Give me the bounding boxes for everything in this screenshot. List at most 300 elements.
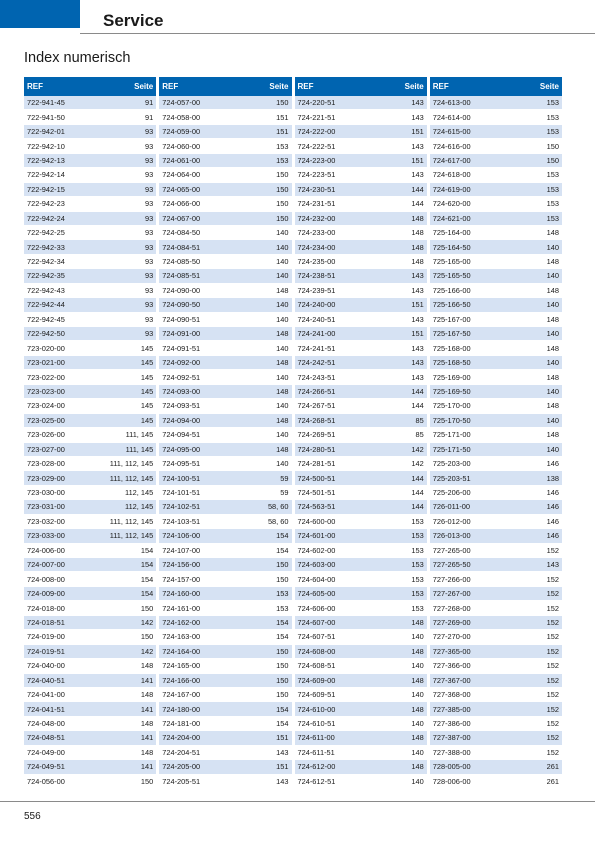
page-reference: 148 bbox=[140, 719, 154, 729]
page-reference: 140 bbox=[276, 430, 289, 440]
table-row bbox=[159, 500, 291, 514]
page-reference: 140 bbox=[546, 271, 559, 281]
table-row bbox=[24, 702, 156, 716]
page-reference: 58, 60 bbox=[267, 502, 289, 512]
table-row bbox=[430, 616, 562, 630]
page-reference: 140 bbox=[276, 257, 289, 267]
table-row bbox=[295, 760, 427, 774]
page-reference: 150 bbox=[276, 184, 289, 194]
table-row bbox=[295, 125, 427, 139]
page-reference: 152 bbox=[546, 574, 559, 584]
page-reference: 154 bbox=[276, 632, 289, 642]
ref-number: 724-040-51 bbox=[27, 675, 65, 685]
ref-number: 727-386-00 bbox=[432, 719, 471, 729]
table-row bbox=[430, 298, 562, 312]
table-row bbox=[430, 341, 562, 355]
ref-number: 727-266-00 bbox=[432, 574, 471, 584]
page-reference: 154 bbox=[276, 545, 289, 555]
table-row bbox=[159, 471, 291, 485]
table-row bbox=[24, 298, 156, 312]
ref-number: 724-223-00 bbox=[297, 155, 336, 165]
table-row bbox=[159, 515, 291, 529]
table-row bbox=[159, 385, 291, 399]
ref-number: 723-030-00 bbox=[27, 488, 65, 498]
table-row bbox=[430, 674, 562, 688]
table-row bbox=[430, 515, 562, 529]
ref-number: 725-170-00 bbox=[432, 401, 471, 411]
table-row bbox=[159, 255, 291, 269]
page-reference: 142 bbox=[140, 617, 154, 627]
column-header-page: Seite bbox=[539, 82, 559, 91]
ref-number: 724-238-51 bbox=[297, 271, 336, 281]
table-row bbox=[24, 269, 156, 283]
column-header bbox=[24, 77, 156, 96]
table-row bbox=[24, 717, 156, 731]
page-reference: 140 bbox=[546, 300, 559, 310]
ref-number: 724-235-00 bbox=[297, 257, 336, 267]
page-reference: 153 bbox=[546, 127, 559, 137]
page-reference: 148 bbox=[276, 444, 289, 454]
table-row bbox=[295, 544, 427, 558]
table-row bbox=[295, 775, 427, 789]
column-header-page: Seite bbox=[404, 82, 424, 91]
table-row bbox=[430, 645, 562, 659]
ref-number: 725-206-00 bbox=[432, 488, 471, 498]
ref-number: 723-025-00 bbox=[27, 415, 65, 425]
table-row bbox=[430, 356, 562, 370]
table-row bbox=[159, 125, 291, 139]
page-reference: 142 bbox=[411, 444, 424, 454]
ref-number: 724-008-00 bbox=[27, 574, 65, 584]
table-row bbox=[24, 168, 156, 182]
table-row bbox=[24, 601, 156, 615]
page-reference: 93 bbox=[145, 141, 154, 151]
table-row bbox=[159, 327, 291, 341]
page-reference: 145 bbox=[140, 372, 154, 382]
page-reference: 140 bbox=[546, 329, 559, 339]
ref-number: 724-603-00 bbox=[297, 560, 336, 570]
page-reference: 93 bbox=[145, 184, 154, 194]
page-reference: 150 bbox=[276, 213, 289, 223]
ref-number: 724-618-00 bbox=[432, 170, 471, 180]
ref-number: 724-612-51 bbox=[297, 776, 336, 786]
ref-number: 727-387-00 bbox=[432, 733, 471, 743]
page-reference: 140 bbox=[411, 661, 424, 671]
table-row bbox=[159, 587, 291, 601]
ref-number: 724-181-00 bbox=[162, 719, 201, 729]
page-reference: 144 bbox=[411, 473, 424, 483]
page-reference: 140 bbox=[276, 228, 289, 238]
ref-number: 723-032-00 bbox=[27, 516, 65, 526]
column-header-page: Seite bbox=[269, 82, 289, 91]
page-reference: 148 bbox=[140, 661, 154, 671]
table-row bbox=[295, 240, 427, 254]
page-reference: 150 bbox=[140, 776, 154, 786]
table-row bbox=[159, 341, 291, 355]
ref-number: 724-048-00 bbox=[27, 719, 65, 729]
page-reference: 145 bbox=[140, 386, 154, 396]
ref-number: 724-084-51 bbox=[162, 242, 201, 252]
page-reference: 91 bbox=[145, 98, 154, 108]
table-row bbox=[24, 139, 156, 153]
table-row bbox=[159, 183, 291, 197]
table-row bbox=[24, 284, 156, 298]
page-reference: 138 bbox=[546, 473, 559, 483]
ref-number: 727-367-00 bbox=[432, 675, 471, 685]
page-reference: 145 bbox=[140, 415, 154, 425]
ref-number: 724-009-00 bbox=[27, 589, 65, 599]
table-row bbox=[159, 197, 291, 211]
table-row bbox=[159, 212, 291, 226]
page-reference: 151 bbox=[411, 155, 424, 165]
page-reference: 93 bbox=[145, 228, 154, 238]
ref-number: 724-619-00 bbox=[432, 184, 471, 194]
ref-number: 724-620-00 bbox=[432, 199, 471, 209]
ref-number: 724-609-51 bbox=[297, 690, 336, 700]
page-reference: 91 bbox=[145, 112, 154, 122]
table-row bbox=[159, 688, 291, 702]
ref-number: 727-265-00 bbox=[432, 545, 471, 555]
column-header-ref: REF bbox=[27, 82, 43, 91]
table-row bbox=[295, 414, 427, 428]
table-row bbox=[430, 601, 562, 615]
table-row bbox=[430, 659, 562, 673]
page-reference: 148 bbox=[546, 430, 559, 440]
table-row bbox=[159, 457, 291, 471]
page-reference: 154 bbox=[140, 545, 154, 555]
page-reference: 59 bbox=[280, 473, 289, 483]
page-reference: 154 bbox=[276, 704, 289, 714]
ref-number: 724-616-00 bbox=[432, 141, 471, 151]
ref-number: 724-018-00 bbox=[27, 603, 65, 613]
ref-number: 724-085-51 bbox=[162, 271, 201, 281]
ref-number: 724-090-00 bbox=[162, 285, 201, 295]
table-row bbox=[295, 385, 427, 399]
ref-number: 722-942-25 bbox=[27, 228, 65, 238]
table-row bbox=[430, 544, 562, 558]
ref-number: 724-242-51 bbox=[297, 358, 336, 368]
page-reference: 146 bbox=[546, 459, 559, 469]
page-reference: 143 bbox=[411, 285, 424, 295]
page-reference: 148 bbox=[546, 401, 559, 411]
table-row bbox=[24, 240, 156, 254]
table-row bbox=[430, 370, 562, 384]
ref-number: 727-385-00 bbox=[432, 704, 471, 714]
table-row bbox=[430, 240, 562, 254]
page-number: 556 bbox=[24, 811, 41, 822]
ref-number: 723-028-00 bbox=[27, 459, 65, 469]
ref-number: 724-621-00 bbox=[432, 213, 471, 223]
ref-number: 725-167-00 bbox=[432, 314, 471, 324]
page-reference: 146 bbox=[546, 531, 559, 541]
table-row bbox=[430, 284, 562, 298]
page-reference: 145 bbox=[140, 401, 154, 411]
index-column bbox=[430, 77, 562, 789]
ref-number: 723-021-00 bbox=[27, 358, 65, 368]
table-row bbox=[430, 471, 562, 485]
page-reference: 111, 145 bbox=[125, 430, 154, 440]
ref-number: 723-033-00 bbox=[27, 531, 65, 541]
section-color-tab bbox=[0, 0, 80, 28]
table-row bbox=[430, 269, 562, 283]
table-row bbox=[24, 356, 156, 370]
page-reference: 153 bbox=[411, 560, 424, 570]
page-reference: 152 bbox=[546, 661, 559, 671]
page-reference: 148 bbox=[411, 762, 424, 772]
table-row bbox=[430, 255, 562, 269]
table-row bbox=[24, 587, 156, 601]
page-reference: 93 bbox=[145, 170, 154, 180]
ref-number: 722-942-34 bbox=[27, 257, 65, 267]
page-reference: 152 bbox=[546, 704, 559, 714]
ref-number: 724-243-51 bbox=[297, 372, 336, 382]
page-reference: 140 bbox=[276, 343, 289, 353]
page-reference: 111, 112, 145 bbox=[109, 516, 154, 526]
ref-number: 726-012-00 bbox=[432, 516, 471, 526]
page-reference: 154 bbox=[140, 560, 154, 570]
page-reference: 140 bbox=[276, 271, 289, 281]
ref-number: 723-022-00 bbox=[27, 372, 65, 382]
table-row bbox=[430, 702, 562, 716]
page-reference: 111, 112, 145 bbox=[109, 531, 154, 541]
ref-number: 724-059-00 bbox=[162, 127, 201, 137]
ref-number: 724-101-51 bbox=[162, 488, 201, 498]
page-reference: 148 bbox=[411, 213, 424, 223]
ref-number: 722-941-45 bbox=[27, 98, 65, 108]
page-reference: 148 bbox=[276, 285, 289, 295]
table-row bbox=[295, 731, 427, 745]
table-row bbox=[24, 313, 156, 327]
table-row bbox=[295, 529, 427, 543]
table-row bbox=[295, 471, 427, 485]
table-row bbox=[159, 616, 291, 630]
ref-number: 724-240-00 bbox=[297, 300, 336, 310]
page-reference: 153 bbox=[276, 141, 289, 151]
ref-number: 724-231-51 bbox=[297, 199, 336, 209]
table-row bbox=[159, 601, 291, 615]
table-row bbox=[159, 775, 291, 789]
table-row bbox=[295, 212, 427, 226]
table-row bbox=[24, 457, 156, 471]
page-reference: 140 bbox=[276, 372, 289, 382]
ref-number: 722-942-23 bbox=[27, 199, 65, 209]
page-reference: 148 bbox=[411, 646, 424, 656]
table-row bbox=[159, 269, 291, 283]
ref-number: 724-048-51 bbox=[27, 733, 65, 743]
table-row bbox=[24, 731, 156, 745]
table-row bbox=[159, 645, 291, 659]
page-reference: 140 bbox=[276, 314, 289, 324]
ref-number: 724-609-00 bbox=[297, 675, 336, 685]
ref-number: 724-167-00 bbox=[162, 690, 201, 700]
page-reference: 144 bbox=[411, 199, 424, 209]
ref-number: 724-617-00 bbox=[432, 155, 471, 165]
ref-number: 725-203-51 bbox=[432, 473, 471, 483]
ref-number: 722-941-50 bbox=[27, 112, 65, 122]
ref-number: 724-067-00 bbox=[162, 213, 201, 223]
ref-number: 724-281-51 bbox=[297, 459, 336, 469]
page-reference: 153 bbox=[546, 170, 559, 180]
ref-number: 724-092-51 bbox=[162, 372, 201, 382]
table-row bbox=[430, 154, 562, 168]
page-reference: 140 bbox=[546, 358, 559, 368]
ref-number: 726-013-00 bbox=[432, 531, 471, 541]
ref-number: 724-066-00 bbox=[162, 199, 201, 209]
ref-number: 724-166-00 bbox=[162, 675, 201, 685]
page-reference: 112, 145 bbox=[125, 502, 154, 512]
page-reference: 261 bbox=[546, 776, 559, 786]
ref-number: 724-233-00 bbox=[297, 228, 336, 238]
ref-number: 727-365-00 bbox=[432, 646, 471, 656]
table-row bbox=[430, 168, 562, 182]
ref-number: 724-241-00 bbox=[297, 329, 336, 339]
ref-number: 722-942-44 bbox=[27, 300, 65, 310]
table-row bbox=[24, 674, 156, 688]
column-header bbox=[430, 77, 562, 96]
page-reference: 154 bbox=[276, 531, 289, 541]
table-row bbox=[159, 168, 291, 182]
ref-number: 724-563-51 bbox=[297, 502, 336, 512]
table-row bbox=[24, 125, 156, 139]
page-reference: 148 bbox=[546, 314, 559, 324]
table-row bbox=[295, 356, 427, 370]
table-row bbox=[159, 572, 291, 586]
ref-number: 727-269-00 bbox=[432, 617, 471, 627]
page-reference: 93 bbox=[145, 199, 154, 209]
page-reference: 150 bbox=[140, 603, 154, 613]
page-reference: 140 bbox=[411, 776, 424, 786]
ref-number: 723-020-00 bbox=[27, 343, 65, 353]
page-reference: 140 bbox=[411, 747, 424, 757]
ref-number: 727-368-00 bbox=[432, 690, 471, 700]
page-reference: 148 bbox=[140, 747, 154, 757]
page-reference: 146 bbox=[546, 488, 559, 498]
page-reference: 148 bbox=[411, 675, 424, 685]
page-reference: 153 bbox=[411, 603, 424, 613]
ref-number: 724-103-51 bbox=[162, 516, 201, 526]
page-reference: 141 bbox=[140, 704, 154, 714]
ref-number: 724-180-00 bbox=[162, 704, 201, 714]
page-reference: 111, 145 bbox=[125, 444, 154, 454]
page-reference: 150 bbox=[140, 632, 154, 642]
page-reference: 148 bbox=[546, 257, 559, 267]
ref-number: 725-168-50 bbox=[432, 358, 471, 368]
ref-number: 724-157-00 bbox=[162, 574, 201, 584]
ref-number: 722-942-24 bbox=[27, 213, 65, 223]
ref-number: 724-613-00 bbox=[432, 98, 471, 108]
column-header-ref: REF bbox=[297, 82, 314, 91]
page-reference: 140 bbox=[411, 719, 424, 729]
ref-number: 724-606-00 bbox=[297, 603, 336, 613]
ref-number: 724-164-00 bbox=[162, 646, 201, 656]
ref-number: 724-608-51 bbox=[297, 661, 336, 671]
ref-number: 724-090-50 bbox=[162, 300, 201, 310]
page-reference: 148 bbox=[411, 257, 424, 267]
page-reference: 112, 145 bbox=[125, 488, 154, 498]
ref-number: 724-615-00 bbox=[432, 127, 471, 137]
page-reference: 152 bbox=[546, 617, 559, 627]
table-row bbox=[159, 443, 291, 457]
ref-number: 725-165-50 bbox=[432, 271, 471, 281]
page-reference: 152 bbox=[546, 719, 559, 729]
ref-number: 724-095-51 bbox=[162, 459, 201, 469]
page-reference: 140 bbox=[546, 444, 559, 454]
page-reference: 145 bbox=[140, 358, 154, 368]
page-reference: 85 bbox=[415, 415, 424, 425]
page-reference: 151 bbox=[276, 127, 289, 137]
page-reference: 153 bbox=[411, 545, 424, 555]
ref-number: 724-100-51 bbox=[162, 473, 201, 483]
table-row bbox=[24, 659, 156, 673]
page-reference: 140 bbox=[276, 401, 289, 411]
ref-number: 724-095-00 bbox=[162, 444, 201, 454]
page-reference: 153 bbox=[546, 112, 559, 122]
ref-number: 724-610-00 bbox=[297, 704, 336, 714]
ref-number: 724-049-00 bbox=[27, 747, 65, 757]
table-row bbox=[295, 226, 427, 240]
page-reference: 150 bbox=[276, 574, 289, 584]
page-reference: 144 bbox=[411, 488, 424, 498]
page-reference: 93 bbox=[145, 257, 154, 267]
table-row bbox=[430, 327, 562, 341]
page-reference: 152 bbox=[546, 589, 559, 599]
ref-number: 728-006-00 bbox=[432, 776, 471, 786]
ref-number: 724-057-00 bbox=[162, 98, 201, 108]
page-reference: 141 bbox=[140, 733, 154, 743]
table-row bbox=[24, 529, 156, 543]
table-row bbox=[430, 731, 562, 745]
index-column bbox=[24, 77, 156, 789]
ref-number: 725-169-00 bbox=[432, 372, 471, 382]
page-reference: 111, 112, 145 bbox=[109, 473, 154, 483]
ref-number: 724-204-00 bbox=[162, 733, 201, 743]
table-row bbox=[24, 486, 156, 500]
page-reference: 142 bbox=[140, 646, 154, 656]
table-row bbox=[159, 630, 291, 644]
ref-number: 724-007-00 bbox=[27, 560, 65, 570]
footer-divider bbox=[0, 801, 595, 802]
page-reference: 93 bbox=[145, 329, 154, 339]
ref-number: 724-604-00 bbox=[297, 574, 336, 584]
ref-number: 722-942-14 bbox=[27, 170, 65, 180]
page-reference: 140 bbox=[276, 242, 289, 252]
table-row bbox=[430, 212, 562, 226]
table-row bbox=[295, 572, 427, 586]
page-reference: 143 bbox=[411, 112, 424, 122]
table-row bbox=[24, 370, 156, 384]
ref-number: 724-234-00 bbox=[297, 242, 336, 252]
page-reference: 153 bbox=[546, 184, 559, 194]
page-reference: 140 bbox=[546, 242, 559, 252]
page-heading: Index numerisch bbox=[24, 50, 131, 66]
table-row bbox=[295, 630, 427, 644]
ref-number: 724-268-51 bbox=[297, 415, 336, 425]
table-row bbox=[24, 96, 156, 110]
page-reference: 261 bbox=[546, 762, 559, 772]
page-reference: 152 bbox=[546, 603, 559, 613]
ref-number: 724-102-51 bbox=[162, 502, 201, 512]
ref-number: 722-942-45 bbox=[27, 314, 65, 324]
table-row bbox=[295, 443, 427, 457]
table-row bbox=[24, 341, 156, 355]
ref-number: 724-221-51 bbox=[297, 112, 336, 122]
page-reference: 151 bbox=[411, 329, 424, 339]
ref-number: 724-107-00 bbox=[162, 545, 201, 555]
table-row bbox=[24, 414, 156, 428]
index-column bbox=[159, 77, 291, 789]
table-row bbox=[295, 702, 427, 716]
table-row bbox=[430, 457, 562, 471]
